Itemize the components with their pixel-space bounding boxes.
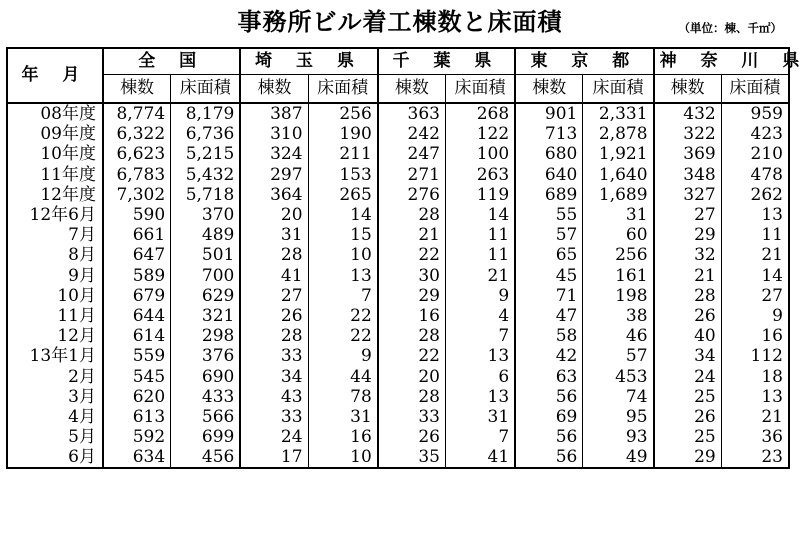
cell-area: 7	[445, 427, 515, 447]
cell-count: 6,783	[103, 165, 171, 185]
row-period: 09年度	[40, 124, 96, 145]
cell-area: 46	[583, 326, 654, 346]
cell-count: 276	[378, 185, 446, 205]
cell-count: 32	[654, 245, 722, 265]
cell-area: 78	[308, 387, 378, 407]
cell-count: 242	[378, 124, 446, 144]
cell-count: 21	[654, 266, 722, 286]
table-row	[7, 103, 789, 124]
period-header: 年 月	[7, 48, 103, 103]
cell-area: 57	[583, 346, 654, 366]
cell-area: 16	[308, 427, 378, 447]
cell-count: 28	[240, 245, 308, 265]
cell-count: 271	[378, 165, 446, 185]
cell-count: 348	[654, 165, 722, 185]
cell-count: 56	[515, 447, 583, 468]
table-row	[7, 266, 789, 286]
cell-area: 49	[583, 447, 654, 468]
cell-count: 324	[240, 144, 308, 164]
cell-area: 268	[445, 103, 515, 124]
cell-area: 13	[721, 387, 789, 407]
row-period: 8月	[68, 245, 96, 266]
cell-area: 1,640	[583, 165, 654, 185]
area-header: 床面積	[171, 75, 241, 104]
cell-area: 74	[583, 387, 654, 407]
cell-count: 40	[654, 326, 722, 346]
cell-area: 27	[721, 286, 789, 306]
area-header: 床面積	[721, 75, 789, 104]
cell-area: 21	[445, 266, 515, 286]
cell-count: 22	[378, 346, 446, 366]
cell-area: 211	[308, 144, 378, 164]
unit-note: （単位：棟、千㎡）	[678, 21, 782, 35]
cell-area: 16	[721, 326, 789, 346]
cell-area: 122	[445, 124, 515, 144]
table-row	[7, 326, 789, 346]
cell-count: 322	[654, 124, 722, 144]
cell-count: 661	[103, 225, 171, 245]
cell-area: 2,878	[583, 124, 654, 144]
cell-count: 545	[103, 366, 171, 386]
count-header: 棟数	[654, 75, 722, 104]
cell-count: 34	[240, 366, 308, 386]
cell-count: 647	[103, 245, 171, 265]
cell-area: 9	[445, 286, 515, 306]
table-row	[7, 225, 789, 245]
cell-count: 432	[654, 103, 722, 124]
row-period: 4月	[68, 406, 96, 427]
cell-count: 28	[240, 326, 308, 346]
cell-area: 210	[721, 144, 789, 164]
region-header-tokyo: 東 京 都	[515, 48, 653, 75]
cell-area: 959	[721, 103, 789, 124]
row-period: 12年度	[40, 184, 96, 205]
cell-count: 35	[378, 447, 446, 468]
cell-count: 43	[240, 387, 308, 407]
cell-area: 370	[171, 205, 241, 225]
cell-area: 21	[721, 407, 789, 427]
cell-area: 10	[308, 447, 378, 468]
cell-count: 689	[515, 185, 583, 205]
cell-count: 20	[240, 205, 308, 225]
cell-count: 592	[103, 427, 171, 447]
cell-area: 489	[171, 225, 241, 245]
cell-count: 31	[240, 225, 308, 245]
cell-area: 1,689	[583, 185, 654, 205]
cell-count: 310	[240, 124, 308, 144]
cell-area: 190	[308, 124, 378, 144]
cell-area: 41	[445, 447, 515, 468]
cell-area: 44	[308, 366, 378, 386]
row-period: 9月	[68, 265, 96, 286]
table-row	[7, 286, 789, 306]
cell-area: 93	[583, 427, 654, 447]
cell-area: 5,718	[171, 185, 241, 205]
cell-count: 6,322	[103, 124, 171, 144]
table-row	[7, 407, 789, 427]
cell-count: 26	[654, 407, 722, 427]
cell-count: 29	[654, 225, 722, 245]
table-row	[7, 245, 789, 265]
cell-area: 6,736	[171, 124, 241, 144]
count-header: 棟数	[378, 75, 446, 104]
cell-area: 31	[445, 407, 515, 427]
cell-count: 28	[378, 205, 446, 225]
cell-count: 364	[240, 185, 308, 205]
cell-area: 629	[171, 286, 241, 306]
cell-count: 63	[515, 366, 583, 386]
cell-count: 363	[378, 103, 446, 124]
cell-count: 22	[378, 245, 446, 265]
cell-count: 33	[240, 346, 308, 366]
area-header: 床面積	[583, 75, 654, 104]
cell-count: 26	[240, 306, 308, 326]
cell-area: 15	[308, 225, 378, 245]
cell-count: 8,774	[103, 103, 171, 124]
cell-count: 24	[654, 366, 722, 386]
row-period: 6月	[68, 447, 96, 468]
cell-area: 14	[308, 205, 378, 225]
region-header-chiba: 千 葉 県	[378, 48, 515, 75]
cell-area: 433	[171, 387, 241, 407]
cell-area: 700	[171, 266, 241, 286]
cell-area: 5,432	[171, 165, 241, 185]
cell-area: 263	[445, 165, 515, 185]
cell-area: 501	[171, 245, 241, 265]
cell-count: 33	[378, 407, 446, 427]
cell-area: 376	[171, 346, 241, 366]
cell-area: 95	[583, 407, 654, 427]
cell-count: 26	[378, 427, 446, 447]
cell-count: 56	[515, 427, 583, 447]
cell-count: 25	[654, 427, 722, 447]
cell-count: 620	[103, 387, 171, 407]
cell-area: 14	[721, 266, 789, 286]
cell-area: 13	[445, 346, 515, 366]
cell-area: 265	[308, 185, 378, 205]
cell-area: 7	[308, 286, 378, 306]
cell-count: 28	[654, 286, 722, 306]
cell-count: 34	[654, 346, 722, 366]
cell-area: 7	[445, 326, 515, 346]
cell-area: 456	[171, 447, 241, 468]
cell-area: 119	[445, 185, 515, 205]
cell-area: 38	[583, 306, 654, 326]
table-row	[7, 427, 789, 447]
cell-area: 13	[308, 266, 378, 286]
cell-area: 153	[308, 165, 378, 185]
cell-area: 2,331	[583, 103, 654, 124]
cell-count: 297	[240, 165, 308, 185]
cell-count: 25	[654, 387, 722, 407]
cell-count: 613	[103, 407, 171, 427]
table-row	[7, 205, 789, 225]
cell-count: 58	[515, 326, 583, 346]
cell-area: 298	[171, 326, 241, 346]
cell-count: 65	[515, 245, 583, 265]
cell-area: 321	[171, 306, 241, 326]
count-header: 棟数	[515, 75, 583, 104]
cell-area: 8,179	[171, 103, 241, 124]
cell-count: 55	[515, 205, 583, 225]
row-period: 11月	[57, 305, 96, 326]
cell-count: 614	[103, 326, 171, 346]
cell-count: 644	[103, 306, 171, 326]
cell-count: 327	[654, 185, 722, 205]
row-period: 13年1月	[29, 346, 96, 367]
cell-area: 256	[583, 245, 654, 265]
cell-area: 198	[583, 286, 654, 306]
table-row	[7, 124, 789, 144]
cell-area: 10	[308, 245, 378, 265]
cell-count: 640	[515, 165, 583, 185]
row-period: 12月	[57, 326, 96, 347]
table-row	[7, 387, 789, 407]
cell-count: 26	[654, 306, 722, 326]
region-header-national: 全 国	[103, 48, 240, 75]
cell-count: 634	[103, 447, 171, 468]
row-period: 7月	[68, 225, 96, 246]
construction-table	[6, 47, 808, 469]
table-body	[7, 103, 789, 468]
cell-count: 559	[103, 346, 171, 366]
cell-count: 45	[515, 266, 583, 286]
table-row	[7, 447, 789, 468]
cell-area: 13	[445, 387, 515, 407]
cell-area: 18	[721, 366, 789, 386]
count-header: 棟数	[103, 75, 171, 104]
table-row	[7, 306, 789, 326]
row-period: 3月	[68, 386, 96, 407]
cell-area: 100	[445, 144, 515, 164]
cell-area: 690	[171, 366, 241, 386]
area-header: 床面積	[445, 75, 515, 104]
region-header-saitama: 埼 玉 県	[240, 48, 377, 75]
cell-count: 590	[103, 205, 171, 225]
cell-count: 29	[654, 447, 722, 468]
cell-count: 33	[240, 407, 308, 427]
cell-area: 11	[445, 245, 515, 265]
cell-area: 453	[583, 366, 654, 386]
cell-count: 69	[515, 407, 583, 427]
cell-area: 9	[308, 346, 378, 366]
cell-count: 713	[515, 124, 583, 144]
cell-area: 6	[445, 366, 515, 386]
page-title: 事務所ビル着工棟数と床面積	[237, 8, 563, 36]
cell-area: 31	[583, 205, 654, 225]
cell-area: 9	[721, 306, 789, 326]
cell-area: 13	[721, 205, 789, 225]
cell-area: 22	[308, 326, 378, 346]
cell-area: 256	[308, 103, 378, 124]
cell-area: 60	[583, 225, 654, 245]
cell-count: 21	[378, 225, 446, 245]
cell-count: 28	[378, 387, 446, 407]
count-header: 棟数	[240, 75, 308, 104]
cell-count: 41	[240, 266, 308, 286]
cell-area: 11	[721, 225, 789, 245]
cell-count: 30	[378, 266, 446, 286]
area-header: 床面積	[308, 75, 378, 104]
cell-area: 161	[583, 266, 654, 286]
cell-count: 47	[515, 306, 583, 326]
cell-area: 478	[721, 165, 789, 185]
table-row	[7, 366, 789, 386]
cell-count: 42	[515, 346, 583, 366]
table-row	[7, 144, 789, 164]
cell-count: 20	[378, 366, 446, 386]
row-period: 08年度	[40, 104, 96, 125]
table-row	[7, 165, 789, 185]
cell-area: 1,921	[583, 144, 654, 164]
table-row	[7, 185, 789, 205]
cell-count: 71	[515, 286, 583, 306]
cell-count: 589	[103, 266, 171, 286]
table-row	[7, 346, 789, 366]
cell-area: 566	[171, 407, 241, 427]
row-period: 11年度	[40, 164, 96, 185]
cell-count: 57	[515, 225, 583, 245]
cell-count: 387	[240, 103, 308, 124]
cell-area: 11	[445, 225, 515, 245]
row-period: 2月	[68, 366, 96, 387]
cell-area: 262	[721, 185, 789, 205]
row-period: 12年6月	[29, 205, 96, 226]
cell-count: 56	[515, 387, 583, 407]
cell-area: 21	[721, 245, 789, 265]
cell-count: 27	[240, 286, 308, 306]
cell-count: 6,623	[103, 144, 171, 164]
row-period: 10月	[57, 285, 96, 306]
cell-count: 369	[654, 144, 722, 164]
cell-count: 27	[654, 205, 722, 225]
cell-count: 901	[515, 103, 583, 124]
cell-area: 36	[721, 427, 789, 447]
cell-count: 16	[378, 306, 446, 326]
cell-area: 112	[721, 346, 789, 366]
region-header-kanagawa: 神 奈 川 県	[654, 48, 789, 75]
cell-count: 679	[103, 286, 171, 306]
row-period: 10年度	[40, 144, 96, 165]
cell-count: 247	[378, 144, 446, 164]
cell-count: 29	[378, 286, 446, 306]
cell-count: 17	[240, 447, 308, 468]
cell-area: 14	[445, 205, 515, 225]
cell-count: 680	[515, 144, 583, 164]
row-period: 5月	[68, 427, 96, 448]
cell-area: 699	[171, 427, 241, 447]
cell-count: 24	[240, 427, 308, 447]
cell-count: 7,302	[103, 185, 171, 205]
cell-count: 28	[378, 326, 446, 346]
cell-area: 423	[721, 124, 789, 144]
cell-area: 23	[721, 447, 789, 468]
cell-area: 22	[308, 306, 378, 326]
cell-area: 31	[308, 407, 378, 427]
cell-area: 5,215	[171, 144, 241, 164]
cell-area: 4	[445, 306, 515, 326]
